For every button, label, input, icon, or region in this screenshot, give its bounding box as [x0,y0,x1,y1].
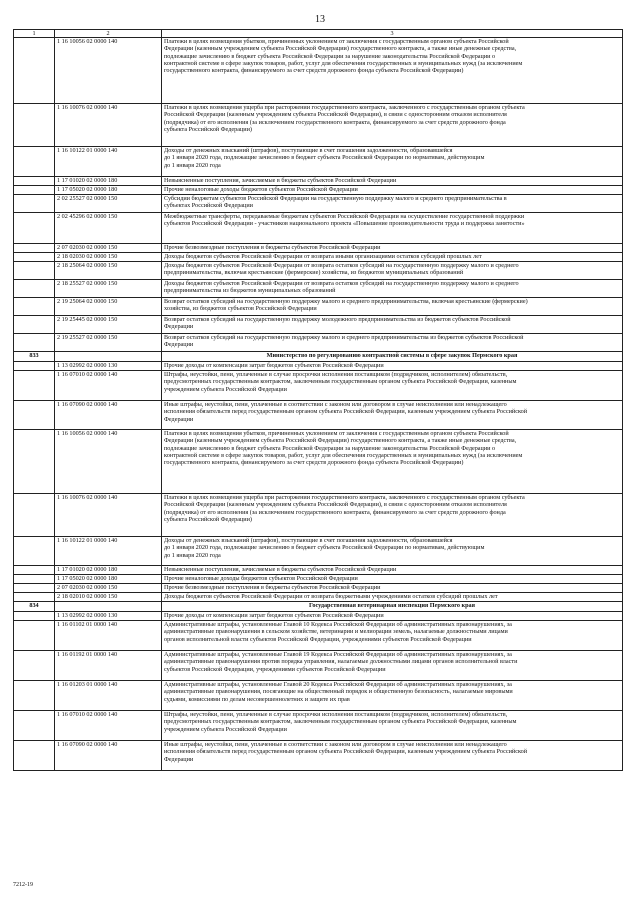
table-row [14,584,623,593]
income-description-cell: Доходы от денежных взысканий (штрафов), поступающие в счет погашения задолженности, образовавшейся до 1 января 2020 года, подлежащие зачислению в бюджет субъекта Российской Федерации по нормативам, действующим до 1 января 2020 года [162,537,623,566]
admin-code-cell [14,334,55,352]
table-row [14,711,623,741]
income-description-cell: Прочие доходы от компенсации затрат бюджетов субъектов Российской Федерации [162,362,623,371]
income-description-cell: Доходы от денежных взысканий (штрафов), поступающие в счет погашения задолженности, образовавшейся до 1 января 2020 года, подлежащие зачислению в бюджет субъекта Российской Федерации по нормативам, действующим до 1 января 2020 года [162,147,623,177]
admin-code-cell [14,621,55,651]
income-description-cell: Иные штрафы, неустойки, пени, уплаченные в соответствии с законом или договором в случае неисполнения или ненадлежащего исполнения обязательств перед государственным органом субъекта Российской Федерации, казенным учреждением субъекта Российской Федерации [162,401,623,430]
income-description-cell: Доходы бюджетов субъектов Российской Федерации от возврата иными организациями остатков субсидий прошлых лет [162,253,623,262]
budget-code-cell: 2 07 02030 02 0000 150 [55,244,162,253]
admin-code-cell [14,651,55,681]
section-header-row [14,602,623,612]
income-description-cell: Субсидии бюджетам субъектов Российской Федерации на государственную поддержку малого и среднего предпринимательства в субъектах Российской Федерации [162,195,623,213]
budget-code-cell: 2 18 25064 02 0000 150 [55,262,162,280]
table-row [14,430,623,494]
table-body [14,30,623,771]
table-row [14,316,623,334]
table-header-row [14,30,623,38]
admin-code-cell [14,280,55,298]
admin-code-cell [14,262,55,280]
budget-code-cell [55,602,162,612]
section-title-cell: Государственная ветеринарная инспекция Пермского края [162,602,623,612]
table-row [14,195,623,213]
income-description-cell: Административные штрафы, установленные Главой 10 Кодекса Российской Федерации об административных правонарушениях, за административные правонарушения в сельском хозяйстве, ветеринарии и мелиорации земель, налагаемые должностными лицами органов исполнительной власти субъектов Российской Федерации, учреждениями субъектов Российской Федерации [162,621,623,651]
table-row [14,741,623,771]
budget-code-cell: 1 16 10122 01 0000 140 [55,537,162,566]
income-description-cell: Штрафы, неустойки, пени, уплаченные в случае просрочки исполнения поставщиком (подрядчиком, исполнителем) обязательств, предусмотренных государственным контрактом, заключенным государственным органом субъекта Российской Федерации, казенным учреждением субъекта Российской Федерации [162,711,623,741]
income-description-cell: Возврат остатков субсидий на государственную поддержку малого и среднего предпринимательства из бюджетов субъектов Российской Федерации [162,334,623,352]
budget-code-cell: 2 18 02010 02 0000 150 [55,593,162,602]
table-row [14,575,623,584]
income-description-cell: Штрафы, неустойки, пени, уплаченные в случае просрочки исполнения поставщиком (подрядчиком, исполнителем) обязательств, предусмотренных государственным контрактом, заключенным государственным органом субъекта Российской Федерации, казенным учреждением субъекта Российской Федерации [162,371,623,401]
table-row [14,280,623,298]
budget-code-cell: 1 16 07010 02 0000 140 [55,371,162,401]
table-row [14,593,623,602]
table-row [14,262,623,280]
budget-code-cell: 1 16 01203 01 0000 140 [55,681,162,711]
admin-code-cell [14,298,55,316]
section-header-row [14,352,623,362]
admin-code-cell [14,566,55,575]
income-description-cell: Возврат остатков субсидий на государственную поддержку малого и среднего предпринимательства, включая крестьянские (фермерские) хозяйства, из бюджетов субъектов Российской Федерации [162,298,623,316]
budget-code-cell: 1 13 02992 02 0000 130 [55,612,162,621]
admin-code-cell [14,593,55,602]
admin-code-cell [14,186,55,195]
income-description-cell: Прочие неналоговые доходы бюджетов субъектов Российской Федерации [162,575,623,584]
budget-code-cell [55,352,162,362]
table-row [14,681,623,711]
table-row [14,244,623,253]
income-description-cell: Платежи в целях возмещения ущерба при расторжении государственного контракта, заключенного с государственным органом субъекта Российской Федерации (казенным учреждением субъекта Российской Федерации), в связи с односторонним отказом исполнителя (подрядчика) от его исполнения (за исключением государственного контракта, финансируемого за счет средств дорожного фонда субъекта Российской Федерации) [162,104,623,147]
income-description-cell: Платежи в целях возмещения ущерба при расторжении государственного контракта, заключенного с государственным органом субъекта Российской Федерации (казенным учреждением субъекта Российской Федерации), в связи с односторонним отказом исполнителя (подрядчика) от его исполнения (за исключением государственного контракта, финансируемого за счет средств дорожного фонда субъекта Российской Федерации) [162,494,623,537]
income-description-cell: Доходы бюджетов субъектов Российской Федерации от возврата остатков субсидий на государственную поддержку малого и среднего предпринимательства, включая крестьянские (фермерские) хозяйства, из бюджетов муниципальных образований [162,262,623,280]
footer-document-code: 7212-19 [13,882,33,888]
budget-code-cell: 1 17 05020 02 0000 180 [55,575,162,584]
budget-code-cell: 1 16 07090 02 0000 140 [55,401,162,430]
table-row [14,566,623,575]
table-row [14,537,623,566]
admin-code-cell [14,213,55,244]
admin-code-cell: 834 [14,602,55,612]
budget-code-cell: 1 17 01020 02 0000 180 [55,566,162,575]
admin-code-cell [14,537,55,566]
income-description-cell: Доходы бюджетов субъектов Российской Федерации от возврата бюджетными учреждениями остатков субсидий прошлых лет [162,593,623,602]
budget-code-cell: 1 16 01192 01 0000 140 [55,651,162,681]
budget-code-cell: 1 17 05020 02 0000 180 [55,186,162,195]
admin-code-cell [14,612,55,621]
income-description-cell: Возврат остатков субсидий на государственную поддержку молодежного предпринимательства из бюджетов субъектов Российской Федерации [162,316,623,334]
budget-code-cell: 1 16 01102 01 0000 140 [55,621,162,651]
admin-code-cell [14,38,55,104]
table-row [14,401,623,430]
income-description-cell: Платежи в целях возмещения убытков, причиненных уклонением от заключения с государственным органом субъекта Российской Федерации (казенным учреждением субъекта Российской Федерации) государственного контракта, а также иные денежные средства, подлежащие зачислению в бюджет субъекта Российской Федерации за нарушение законодательства Российской Федерации о контрактной системе в сфере закупок товаров, работ, услуг для обеспечения государственных и муниципальных нужд (за исключением государственного контракта, финансируемого за счет средств дорожного фонда субъекта Российской Федерации) [162,38,623,104]
income-description-cell: Прочие безвозмездные поступления в бюджеты субъектов Российской Федерации [162,244,623,253]
income-description-cell: Платежи в целях возмещения убытков, причиненных уклонением от заключения с государственным органом субъекта Российской Федерации (казенным учреждением субъекта Российской Федерации) государственного контракта, а также иные денежные средства, подлежащие зачислению в бюджет субъекта Российской Федерации за нарушение законодательства Российской Федерации о контрактной системе в сфере закупок товаров, работ, услуг для обеспечения государственных и муниципальных нужд (за исключением государственного контракта, финансируемого за счет средств дорожного фонда субъекта Российской Федерации) [162,430,623,494]
budget-code-cell: 1 16 07010 02 0000 140 [55,711,162,741]
admin-code-cell [14,575,55,584]
budget-code-cell: 1 13 02992 02 0000 130 [55,362,162,371]
table-row [14,298,623,316]
income-description-cell: Невыясненные поступления, зачисляемые в бюджеты субъектов Российской Федерации [162,566,623,575]
budget-code-cell: 1 16 10076 02 0000 140 [55,104,162,147]
admin-code-cell: 833 [14,352,55,362]
budget-code-cell: 2 19 25064 02 0000 150 [55,298,162,316]
budget-code-cell: 1 16 10056 02 0000 140 [55,430,162,494]
income-description-cell: Иные штрафы, неустойки, пени, уплаченные в соответствии с законом или договором в случае неисполнения или ненадлежащего исполнения обязательств перед государственным органом субъекта Российской Федерации, казенным учреждением субъекта Российской Федерации [162,741,623,771]
admin-code-cell [14,401,55,430]
income-description-cell: Административные штрафы, установленные Главой 19 Кодекса Российской Федерации об административных правонарушениях, за административные правонарушения против порядка управления, налагаемые должностными лицами органов исполнительной власти субъектов Российской Федерации, учреждениями субъектов Российской Федерации [162,651,623,681]
admin-code-cell [14,177,55,186]
admin-code-cell [14,741,55,771]
admin-code-cell [14,253,55,262]
budget-code-cell: 1 16 10122 01 0000 140 [55,147,162,177]
table-row [14,213,623,244]
admin-code-cell [14,371,55,401]
header-col-2: 2 [55,30,162,38]
header-col-3: 3 [162,30,623,38]
budget-code-cell: 2 02 25527 02 0000 150 [55,195,162,213]
admin-code-cell [14,104,55,147]
table-row [14,494,623,537]
income-description-cell: Прочие безвозмездные поступления в бюджеты субъектов Российской Федерации [162,584,623,593]
admin-code-cell [14,195,55,213]
budget-code-cell: 1 17 01020 02 0000 180 [55,177,162,186]
admin-code-cell [14,494,55,537]
income-description-cell: Невыясненные поступления, зачисляемые в бюджеты субъектов Российской Федерации [162,177,623,186]
table-row [14,621,623,651]
admin-code-cell [14,362,55,371]
page-number: 13 [315,14,325,25]
table-row [14,612,623,621]
budget-code-cell: 2 19 25445 02 0000 150 [55,316,162,334]
budget-code-cell: 1 16 07090 02 0000 140 [55,741,162,771]
table-row [14,38,623,104]
admin-code-cell [14,430,55,494]
income-description-cell: Межбюджетные трансферты, передаваемые бюджетам субъектов Российской Федерации на осуществление государственной поддержки субъектов Российской Федерации - участников национального проекта «Повышение производительности труда и поддержка занятости» [162,213,623,244]
table-row [14,104,623,147]
budget-code-cell: 1 16 10056 02 0000 140 [55,38,162,104]
budget-code-cell: 2 07 02030 02 0000 150 [55,584,162,593]
income-description-cell: Прочие доходы от компенсации затрат бюджетов субъектов Российской Федерации [162,612,623,621]
table-row [14,253,623,262]
admin-code-cell [14,316,55,334]
header-col-1: 1 [14,30,55,38]
table-row [14,334,623,352]
budget-code-cell: 1 16 10076 02 0000 140 [55,494,162,537]
table-row [14,147,623,177]
admin-code-cell [14,681,55,711]
income-description-cell: Административные штрафы, установленные Главой 20 Кодекса Российской Федерации об административных правонарушениях, за административные правонарушения, посягающие на общественный порядок и общественную безопасность, налагаемые мировыми судьями, комиссиями по делам несовершеннолетних и защите их прав [162,681,623,711]
table-row [14,371,623,401]
admin-code-cell [14,147,55,177]
budget-code-cell: 2 02 45296 02 0000 150 [55,213,162,244]
income-codes-table [13,29,623,771]
budget-code-cell: 2 18 25527 02 0000 150 [55,280,162,298]
table-row [14,362,623,371]
budget-code-cell: 2 18 02030 02 0000 150 [55,253,162,262]
table-row [14,186,623,195]
admin-code-cell [14,584,55,593]
section-title-cell: Министерство по регулированию контрактной системы в сфере закупок Пермского края [162,352,623,362]
admin-code-cell [14,711,55,741]
table-row [14,651,623,681]
income-description-cell: Прочие неналоговые доходы бюджетов субъектов Российской Федерации [162,186,623,195]
income-description-cell: Доходы бюджетов субъектов Российской Федерации от возврата остатков субсидий на государственную поддержку малого и среднего предпринимательства из бюджетов муниципальных образований [162,280,623,298]
table-row [14,177,623,186]
budget-code-cell: 2 19 25527 02 0000 150 [55,334,162,352]
admin-code-cell [14,244,55,253]
